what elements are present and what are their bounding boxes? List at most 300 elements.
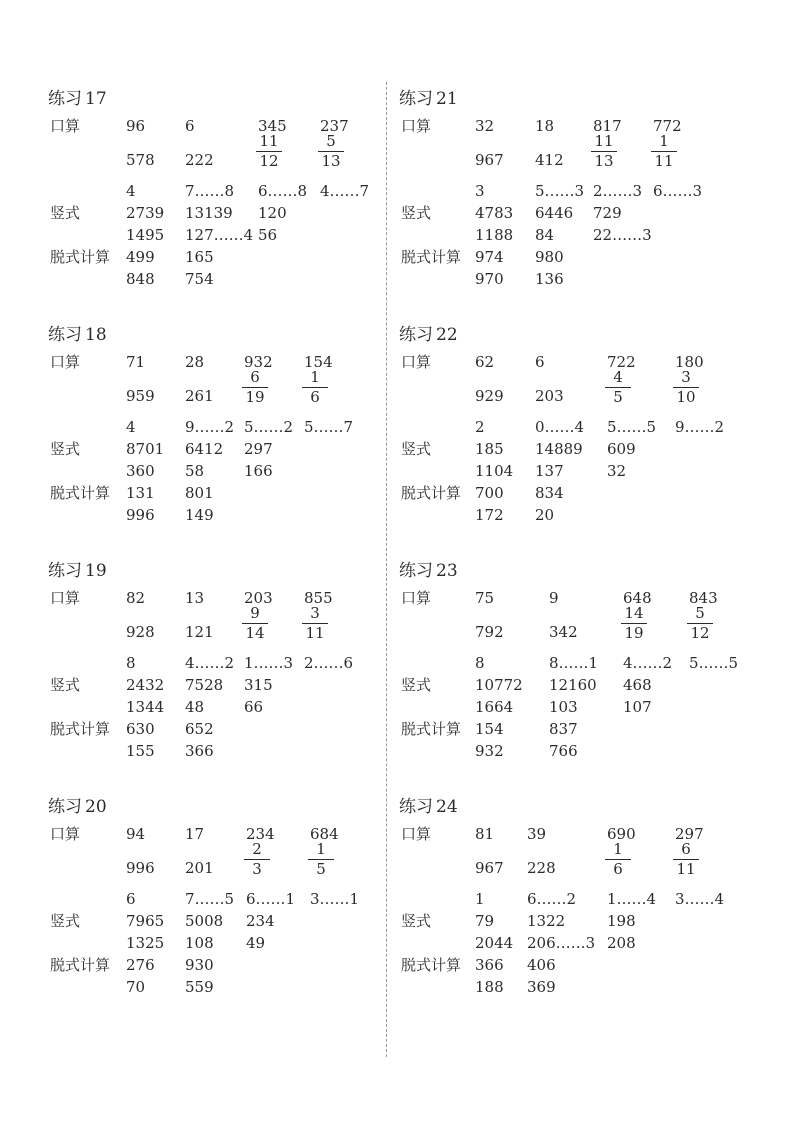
stepwise-row-1 xyxy=(399,718,779,740)
mental-answer: 75 xyxy=(475,589,495,607)
fraction-answer xyxy=(605,841,631,878)
fraction-answer xyxy=(242,369,268,406)
mental-answer: 967 xyxy=(475,859,504,877)
stepwise-answer: 974 xyxy=(475,248,504,266)
fraction-numerator: 1 xyxy=(613,840,623,858)
mental-answer: 180 xyxy=(675,353,704,371)
vertical-answer: 84 xyxy=(535,226,555,244)
mental-answer: 237 xyxy=(320,117,349,135)
mental-answer: 81 xyxy=(475,825,495,843)
vertical-answer: 66 xyxy=(244,698,264,716)
exercise-title-text: 练习 xyxy=(399,797,433,817)
mental-row-1 xyxy=(399,823,779,845)
vertical-row-2 xyxy=(48,460,428,482)
fraction-answer xyxy=(651,133,677,170)
fraction-numerator: 9 xyxy=(250,604,260,622)
stepwise-answer: 172 xyxy=(475,506,504,524)
vertical-answer: 315 xyxy=(244,676,273,694)
exercise-17 xyxy=(48,84,428,320)
stepwise-answer: 848 xyxy=(126,270,155,288)
stepwise-row-2 xyxy=(48,740,428,762)
row-label-vertical: 竖式 xyxy=(401,440,432,458)
fraction-answer xyxy=(318,133,344,170)
exercise-title xyxy=(48,792,107,817)
mental-answer: 772 xyxy=(653,117,682,135)
mental-answer: 648 xyxy=(623,589,652,607)
mental-row-1 xyxy=(399,587,779,609)
stepwise-answer: 559 xyxy=(185,978,214,996)
division-answer: 6……1 xyxy=(246,890,296,908)
stepwise-answer: 369 xyxy=(527,978,556,996)
fraction-answer xyxy=(302,605,328,642)
mental-answer: 578 xyxy=(126,151,155,169)
vertical-answer: 137 xyxy=(535,462,564,480)
exercise-22 xyxy=(399,320,779,556)
vertical-answer: 120 xyxy=(258,204,287,222)
fraction-numerator: 1 xyxy=(659,132,669,150)
stepwise-answer: 149 xyxy=(185,506,214,524)
mental-answer: 6 xyxy=(185,117,195,135)
vertical-answer: 198 xyxy=(607,912,636,930)
exercise-23 xyxy=(399,556,779,792)
exercise-title xyxy=(399,320,458,345)
division-answer: 3 xyxy=(475,182,485,200)
mental-row-2 xyxy=(48,840,428,879)
mental-answer: 792 xyxy=(475,623,504,641)
mental-answer: 684 xyxy=(310,825,339,843)
stepwise-answer: 754 xyxy=(185,270,214,288)
division-row xyxy=(48,180,428,202)
stepwise-answer: 801 xyxy=(185,484,214,502)
exercise-title-text: 练习 xyxy=(48,325,82,345)
division-row xyxy=(399,888,779,910)
fraction-numerator: 1 xyxy=(316,840,326,858)
division-answer: 0……4 xyxy=(535,418,585,436)
row-label-vertical: 竖式 xyxy=(50,676,81,694)
exercise-title xyxy=(399,556,458,581)
vertical-answer: 8701 xyxy=(126,440,165,458)
fraction-denominator: 11 xyxy=(654,152,674,170)
fraction-numerator: 5 xyxy=(326,132,336,150)
exercise-title-text: 练习 xyxy=(399,325,433,345)
vertical-answer: 5008 xyxy=(185,912,224,930)
vertical-row-1 xyxy=(399,674,779,696)
mental-row-2 xyxy=(399,840,779,879)
vertical-answer: 468 xyxy=(623,676,652,694)
mental-answer: 261 xyxy=(185,387,214,405)
fraction-answer xyxy=(242,605,268,642)
vertical-answer: 127……4 xyxy=(185,226,254,244)
vertical-row-2 xyxy=(48,224,428,246)
stepwise-row-2 xyxy=(399,268,779,290)
fraction-denominator: 12 xyxy=(259,152,279,170)
vertical-answer: 1104 xyxy=(475,462,514,480)
division-answer: 4 xyxy=(126,418,136,436)
mental-row-1 xyxy=(48,115,428,137)
vertical-answer: 6412 xyxy=(185,440,224,458)
stepwise-answer: 406 xyxy=(527,956,556,974)
fraction-denominator: 6 xyxy=(310,388,320,406)
mental-answer: 959 xyxy=(126,387,155,405)
vertical-answer: 360 xyxy=(126,462,155,480)
vertical-answer: 56 xyxy=(258,226,278,244)
stepwise-row-2 xyxy=(48,976,428,998)
vertical-answer: 185 xyxy=(475,440,504,458)
vertical-answer: 206……3 xyxy=(527,934,596,952)
vertical-answer: 22……3 xyxy=(593,226,652,244)
vertical-answer: 1495 xyxy=(126,226,165,244)
stepwise-answer: 630 xyxy=(126,720,155,738)
division-answer: 2……6 xyxy=(304,654,354,672)
fraction-numerator: 11 xyxy=(259,132,279,150)
vertical-answer: 6446 xyxy=(535,204,574,222)
division-row xyxy=(48,416,428,438)
mental-answer: 62 xyxy=(475,353,495,371)
exercise-18 xyxy=(48,320,428,556)
vertical-answer: 1325 xyxy=(126,934,165,952)
stepwise-answer: 932 xyxy=(475,742,504,760)
mental-answer: 17 xyxy=(185,825,205,843)
mental-answer: 13 xyxy=(185,589,205,607)
exercise-20 xyxy=(48,792,428,1028)
stepwise-answer: 366 xyxy=(185,742,214,760)
fraction-numerator: 1 xyxy=(310,368,320,386)
row-label-stepwise: 脱式计算 xyxy=(50,956,111,974)
stepwise-row-1 xyxy=(48,246,428,268)
row-label-mental: 口算 xyxy=(401,117,432,135)
vertical-answer: 7528 xyxy=(185,676,224,694)
fraction-numerator: 3 xyxy=(310,604,320,622)
mental-answer: 855 xyxy=(304,589,333,607)
mental-answer: 203 xyxy=(535,387,564,405)
vertical-answer: 2432 xyxy=(126,676,165,694)
stepwise-row-2 xyxy=(48,504,428,526)
mental-answer: 690 xyxy=(607,825,636,843)
mental-row-2 xyxy=(399,368,779,407)
mental-answer: 967 xyxy=(475,151,504,169)
stepwise-answer: 996 xyxy=(126,506,155,524)
exercise-number: 18 xyxy=(85,325,107,345)
exercise-title xyxy=(399,792,458,817)
stepwise-answer: 188 xyxy=(475,978,504,996)
division-answer: 5……3 xyxy=(535,182,585,200)
vertical-row-1 xyxy=(399,202,779,224)
mental-row-2 xyxy=(48,368,428,407)
mental-answer: 154 xyxy=(304,353,333,371)
stepwise-answer: 834 xyxy=(535,484,564,502)
division-answer: 6……2 xyxy=(527,890,577,908)
mental-answer: 203 xyxy=(244,589,273,607)
division-row xyxy=(48,652,428,674)
vertical-answer: 234 xyxy=(246,912,275,930)
fraction-denominator: 12 xyxy=(690,624,710,642)
vertical-answer: 729 xyxy=(593,204,622,222)
fraction-denominator: 5 xyxy=(613,388,623,406)
division-answer: 5……5 xyxy=(689,654,739,672)
stepwise-answer: 970 xyxy=(475,270,504,288)
exercise-title-text: 练习 xyxy=(48,797,82,817)
division-answer: 4……7 xyxy=(320,182,370,200)
row-label-stepwise: 脱式计算 xyxy=(401,484,462,502)
stepwise-answer: 136 xyxy=(535,270,564,288)
fraction-numerator: 4 xyxy=(613,368,623,386)
division-answer: 6……8 xyxy=(258,182,308,200)
exercise-24 xyxy=(399,792,779,1028)
mental-row-2 xyxy=(399,604,779,643)
vertical-answer: 58 xyxy=(185,462,205,480)
stepwise-answer: 837 xyxy=(549,720,578,738)
fraction-denominator: 19 xyxy=(624,624,644,642)
stepwise-row-1 xyxy=(399,482,779,504)
exercise-title xyxy=(48,556,107,581)
division-answer: 8 xyxy=(126,654,136,672)
mental-row-2 xyxy=(48,132,428,171)
fraction-numerator: 11 xyxy=(594,132,614,150)
mental-row-1 xyxy=(48,351,428,373)
exercise-title xyxy=(48,320,107,345)
vertical-row-2 xyxy=(399,460,779,482)
row-label-stepwise: 脱式计算 xyxy=(401,248,462,266)
stepwise-answer: 499 xyxy=(126,248,155,266)
stepwise-answer: 766 xyxy=(549,742,578,760)
stepwise-answer: 154 xyxy=(475,720,504,738)
fraction-denominator: 5 xyxy=(316,860,326,878)
vertical-answer: 297 xyxy=(244,440,273,458)
vertical-answer: 2739 xyxy=(126,204,165,222)
vertical-row-2 xyxy=(399,696,779,718)
division-answer: 6……3 xyxy=(653,182,703,200)
division-answer: 8 xyxy=(475,654,485,672)
vertical-answer: 208 xyxy=(607,934,636,952)
mental-row-1 xyxy=(399,351,779,373)
row-label-vertical: 竖式 xyxy=(50,440,81,458)
mental-answer: 843 xyxy=(689,589,718,607)
vertical-answer: 2044 xyxy=(475,934,514,952)
exercise-title-text: 练习 xyxy=(48,89,82,109)
stepwise-row-2 xyxy=(399,504,779,526)
division-answer: 1……4 xyxy=(607,890,657,908)
stepwise-row-1 xyxy=(48,718,428,740)
mental-answer: 928 xyxy=(126,623,155,641)
fraction-denominator: 13 xyxy=(321,152,341,170)
exercise-21 xyxy=(399,84,779,320)
mental-answer: 28 xyxy=(185,353,205,371)
exercise-number: 23 xyxy=(436,561,458,581)
vertical-row-2 xyxy=(48,932,428,954)
division-answer: 3……1 xyxy=(310,890,360,908)
row-label-mental: 口算 xyxy=(50,589,81,607)
row-label-mental: 口算 xyxy=(401,353,432,371)
fraction-answer xyxy=(687,605,713,642)
row-label-vertical: 竖式 xyxy=(401,676,432,694)
mental-answer: 722 xyxy=(607,353,636,371)
division-row xyxy=(399,180,779,202)
mental-answer: 94 xyxy=(126,825,146,843)
mental-row-2 xyxy=(399,132,779,171)
division-answer: 2 xyxy=(475,418,485,436)
vertical-answer: 166 xyxy=(244,462,273,480)
fraction-answer xyxy=(244,841,270,878)
fraction-answer xyxy=(591,133,617,170)
exercise-number: 17 xyxy=(85,89,107,109)
mental-answer: 932 xyxy=(244,353,273,371)
vertical-row-1 xyxy=(399,910,779,932)
row-label-mental: 口算 xyxy=(401,825,432,843)
right-column xyxy=(399,84,779,1028)
division-answer: 5……2 xyxy=(244,418,294,436)
division-row xyxy=(399,652,779,674)
row-label-mental: 口算 xyxy=(50,353,81,371)
stepwise-answer: 980 xyxy=(535,248,564,266)
row-label-stepwise: 脱式计算 xyxy=(401,956,462,974)
vertical-answer: 1188 xyxy=(475,226,514,244)
division-answer: 4 xyxy=(126,182,136,200)
vertical-row-2 xyxy=(399,224,779,246)
exercise-number: 22 xyxy=(436,325,458,345)
row-label-vertical: 竖式 xyxy=(50,912,81,930)
mental-answer: 82 xyxy=(126,589,146,607)
stepwise-row-1 xyxy=(48,482,428,504)
vertical-answer: 103 xyxy=(549,698,578,716)
exercise-number: 20 xyxy=(85,797,107,817)
left-column xyxy=(48,84,428,1028)
exercise-title-text: 练习 xyxy=(399,561,433,581)
stepwise-row-2 xyxy=(399,740,779,762)
vertical-row-1 xyxy=(399,438,779,460)
stepwise-row-1 xyxy=(399,954,779,976)
exercise-number: 24 xyxy=(436,797,458,817)
division-answer: 1……3 xyxy=(244,654,294,672)
vertical-answer: 1664 xyxy=(475,698,514,716)
mental-row-2 xyxy=(48,604,428,643)
division-answer: 8……1 xyxy=(549,654,599,672)
fraction-answer xyxy=(605,369,631,406)
mental-answer: 71 xyxy=(126,353,146,371)
fraction-denominator: 19 xyxy=(245,388,265,406)
row-label-stepwise: 脱式计算 xyxy=(50,484,111,502)
mental-answer: 234 xyxy=(246,825,275,843)
vertical-row-2 xyxy=(48,696,428,718)
stepwise-row-2 xyxy=(48,268,428,290)
exercise-title xyxy=(48,84,107,109)
fraction-answer xyxy=(673,841,699,878)
mental-answer: 39 xyxy=(527,825,547,843)
vertical-answer: 49 xyxy=(246,934,266,952)
fraction-denominator: 14 xyxy=(245,624,265,642)
row-label-stepwise: 脱式计算 xyxy=(50,248,111,266)
division-answer: 5……7 xyxy=(304,418,354,436)
stepwise-answer: 652 xyxy=(185,720,214,738)
stepwise-answer: 165 xyxy=(185,248,214,266)
fraction-numerator: 6 xyxy=(250,368,260,386)
mental-answer: 222 xyxy=(185,151,214,169)
division-answer: 4……2 xyxy=(623,654,673,672)
division-answer: 6 xyxy=(126,890,136,908)
mental-answer: 32 xyxy=(475,117,495,135)
mental-row-1 xyxy=(48,587,428,609)
division-answer: 9……2 xyxy=(185,418,235,436)
division-row xyxy=(399,416,779,438)
division-answer: 7……5 xyxy=(185,890,235,908)
fraction-answer xyxy=(302,369,328,406)
exercise-19 xyxy=(48,556,428,792)
vertical-answer: 14889 xyxy=(535,440,583,458)
row-label-vertical: 竖式 xyxy=(401,204,432,222)
fraction-numerator: 2 xyxy=(252,840,262,858)
fraction-denominator: 6 xyxy=(613,860,623,878)
exercise-title xyxy=(399,84,458,109)
exercise-title-text: 练习 xyxy=(48,561,82,581)
mental-answer: 929 xyxy=(475,387,504,405)
row-label-mental: 口算 xyxy=(401,589,432,607)
vertical-answer: 32 xyxy=(607,462,627,480)
vertical-row-2 xyxy=(399,932,779,954)
stepwise-answer: 70 xyxy=(126,978,146,996)
vertical-answer: 12160 xyxy=(549,676,597,694)
division-answer: 1 xyxy=(475,890,485,908)
fraction-answer xyxy=(673,369,699,406)
division-answer: 3……4 xyxy=(675,890,725,908)
mental-answer: 96 xyxy=(126,117,146,135)
fraction-denominator: 10 xyxy=(676,388,696,406)
row-label-stepwise: 脱式计算 xyxy=(50,720,111,738)
mental-answer: 18 xyxy=(535,117,555,135)
stepwise-answer: 366 xyxy=(475,956,504,974)
row-label-vertical: 竖式 xyxy=(401,912,432,930)
vertical-answer: 48 xyxy=(185,698,205,716)
fraction-numerator: 5 xyxy=(695,604,705,622)
row-label-vertical: 竖式 xyxy=(50,204,81,222)
fraction-denominator: 13 xyxy=(594,152,614,170)
row-label-mental: 口算 xyxy=(50,825,81,843)
exercise-number: 21 xyxy=(436,89,458,109)
mental-answer: 996 xyxy=(126,859,155,877)
division-answer: 4……2 xyxy=(185,654,235,672)
fraction-answer xyxy=(308,841,334,878)
mental-answer: 297 xyxy=(675,825,704,843)
fraction-denominator: 11 xyxy=(676,860,696,878)
fraction-denominator: 11 xyxy=(305,624,325,642)
vertical-answer: 13139 xyxy=(185,204,233,222)
row-label-mental: 口算 xyxy=(50,117,81,135)
vertical-row-1 xyxy=(48,674,428,696)
fraction-numerator: 3 xyxy=(681,368,691,386)
vertical-answer: 4783 xyxy=(475,204,514,222)
mental-answer: 6 xyxy=(535,353,545,371)
mental-answer: 9 xyxy=(549,589,559,607)
exercise-title-text: 练习 xyxy=(399,89,433,109)
division-answer: 7……8 xyxy=(185,182,235,200)
vertical-row-1 xyxy=(48,438,428,460)
fraction-denominator: 3 xyxy=(252,860,262,878)
stepwise-answer: 131 xyxy=(126,484,155,502)
fraction-answer xyxy=(621,605,647,642)
division-answer: 5……5 xyxy=(607,418,657,436)
vertical-answer: 609 xyxy=(607,440,636,458)
stepwise-answer: 155 xyxy=(126,742,155,760)
vertical-answer: 7965 xyxy=(126,912,165,930)
mental-row-1 xyxy=(48,823,428,845)
vertical-answer: 10772 xyxy=(475,676,523,694)
mental-answer: 228 xyxy=(527,859,556,877)
division-row xyxy=(48,888,428,910)
mental-answer: 345 xyxy=(258,117,287,135)
mental-answer: 817 xyxy=(593,117,622,135)
stepwise-answer: 700 xyxy=(475,484,504,502)
stepwise-answer: 276 xyxy=(126,956,155,974)
vertical-answer: 1344 xyxy=(126,698,165,716)
mental-row-1 xyxy=(399,115,779,137)
